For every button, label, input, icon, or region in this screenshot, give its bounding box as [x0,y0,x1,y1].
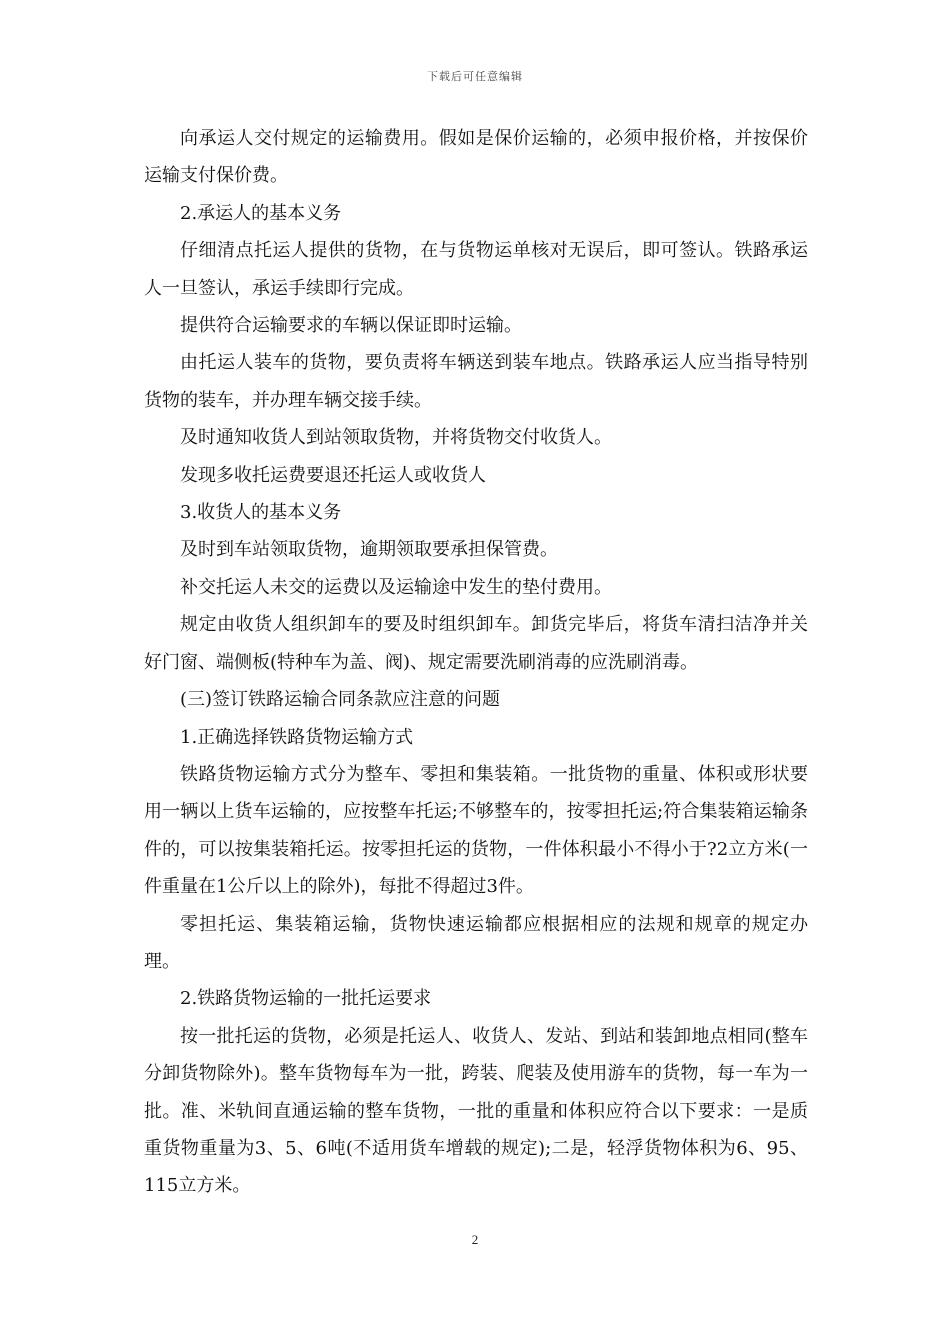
paragraph: 铁路货物运输方式分为整车、零担和集装箱。一批货物的重量、体积或形状要用一辆以上货车运输的，应按整车托运;不够整车的，按零担托运;符合集装箱运输条件的，可以按集装箱托运。按零担托运的货物，一件体积最小不得小于?2立方米(一件重量在1公斤以上的除外)，每批不得超过3件。 [144,763,808,898]
page-header: 下载后可任意编辑 [427,70,523,83]
section-heading: 1.正确选择铁路货物运输方式 [180,726,414,748]
paragraph: 补交托运人未交的运费以及运输途中发生的垫付费用。 [180,576,612,598]
paragraph: 发现多收托运费要退还托运人或收货人 [180,464,486,486]
section-heading: 2.铁路货物运输的一批托运要求 [180,988,432,1010]
section-heading: 3.收货人的基本义务 [180,502,342,524]
paragraph: 由托运人装车的货物，要负责将车辆送到装车地点。铁路承运人应当指导特别货物的装车，并办理车辆交接手续。 [144,352,808,411]
paragraph: 提供符合运输要求的车辆以保证即时运输。 [180,315,522,337]
paragraph: 零担托运、集装箱运输，货物快速运输都应根据相应的法规和规章的规定办理。 [144,913,808,972]
paragraph: 及时到车站领取货物，逾期领取要承担保管费。 [180,539,558,561]
paragraph: 仔细清点托运人提供的货物，在与货物运单核对无误后，即可签认。铁路承运人一旦签认，承运手续即行完成。 [144,240,808,299]
paragraph: 向承运人交付规定的运输费用。假如是保价运输的，必须申报价格，并按保价运输支付保价费。 [144,128,808,187]
paragraph: 按一批托运的货物，必须是托运人、收货人、发站、到站和装卸地点相同(整车分卸货物除外)。整车货物每车为一批，跨装、爬装及使用游车的货物，每一车为一批。准、米轨间直通运输的整车货物，一批的重量和体积应符合以下要求：一是质重货物重量为3、5、6吨(不适用货车增载的规定);二是，轻浮货物体积为6、95、115立方米。 [144,1025,808,1197]
document-body [144,120,808,1205]
section-heading: (三)签订铁路运输合同条款应注意的问题 [180,689,501,711]
section-heading: 2.承运人的基本义务 [180,202,342,224]
paragraph: 及时通知收货人到站领取货物，并将货物交付收货人。 [180,427,612,449]
paragraph: 规定由收货人组织卸车的要及时组织卸车。卸货完毕后，将货车清扫洁净并关好门窗、端侧板(特种车为盖、阀)、规定需要洗刷消毒的应洗刷消毒。 [144,614,808,673]
page-number: 2 [471,1232,479,1247]
